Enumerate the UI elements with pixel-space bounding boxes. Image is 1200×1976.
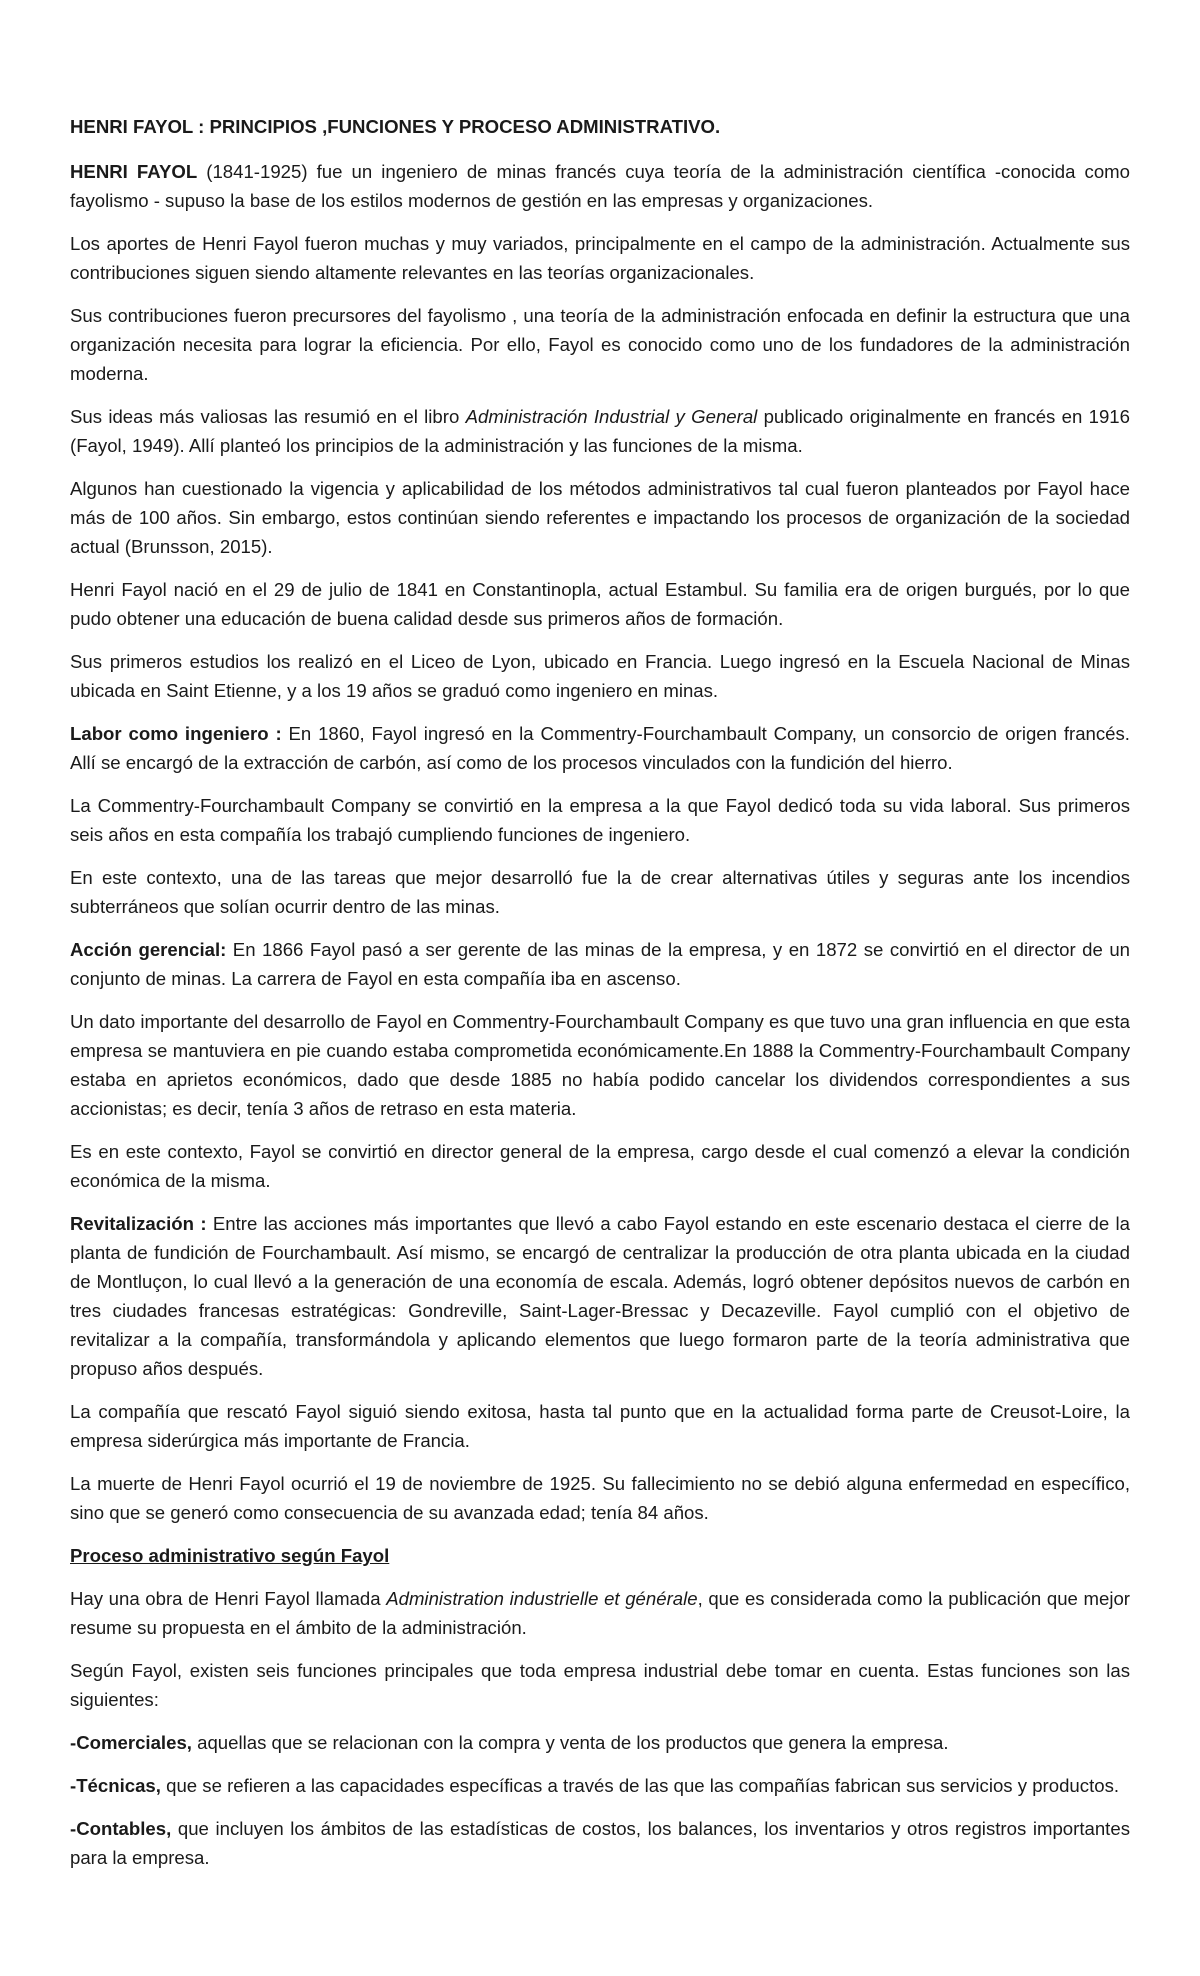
document-page	[70, 112, 1130, 1886]
paragraph-director: Es en este contexto, Fayol se convirtió en director general de la empresa, cargo desde el cual comenzó a elevar la condición económica de la misma.	[70, 1141, 1130, 1191]
labor-text: En 1860, Fayol ingresó en la Commentry-Fourchambault Company, un consorcio de origen francés. Allí se encargó de la extracción de carbón, así como de los procesos vinculados con la fundición del hierro.	[70, 723, 1130, 773]
paragraph-labor	[70, 719, 1130, 777]
paragraph-contribuciones: Sus contribuciones fueron precursores del fayolismo , una teoría de la administración enfocada en definir la estructura que una organización necesita para lograr la eficiencia. Por ello, Fayol es conocido como uno de los fundadores de la administración moderna.	[70, 305, 1130, 384]
list-item-contables	[70, 1814, 1130, 1872]
ideas-text-after: publicado originalmente en francés en 1916 (Fayol, 1949). Allí planteó los principios de la administración y las funciones de la misma.	[70, 406, 1130, 456]
funcion-label: -Contables,	[70, 1818, 172, 1839]
paragraph-dato: Un dato importante del desarrollo de Fayol en Commentry-Fourchambault Company es que tuvo una gran influencia en que esta empresa se mantuviera en pie cuando estaba comprometida económicamente.En 1888 la Commentry-Fourchambault Company estaba en aprietos económicos, dado que desde 1885 no había podido cancelar los dividendos correspondientes a sus accionistas; es decir, tenía 3 años de retraso en esta materia.	[70, 1011, 1130, 1119]
funcion-text: que se refieren a las capacidades específicas a través de las que las compañías fabrican sus servicios y productos.	[160, 1775, 1120, 1796]
paragraph-accion	[70, 935, 1130, 993]
revitalizacion-text: Entre las acciones más importantes que llevó a cabo Fayol estando en este escenario destaca el cierre de la planta de fundición de Fourchambault. Así mismo, se encargó de centralizar la producción de otra planta ubicada en la ciudad de Montluçon, lo cual llevó a la generación de una economía de escala. Además, logró obtener depósitos nuevos de carbón en tres ciudades francesas estratégicas: Gondreville, Saint-Lager-Bressac y Decazeville. Fayol cumplió con el objetivo de revitalizar a la compañía, transformándola y aplicando elementos que luego formaron parte de la teoría administrativa que propuso años después.	[70, 1213, 1130, 1379]
book-title-italic: Administración Industrial y General	[465, 406, 758, 427]
paragraph-incendios: En este contexto, una de las tareas que mejor desarrolló fue la de crear alternativas útiles y seguras ante los incendios subterráneos que solían ocurrir dentro de las minas.	[70, 867, 1130, 917]
paragraph-aportes: Los aportes de Henri Fayol fueron muchas y muy variados, principalmente en el campo de la administración. Actualmente sus contribuciones siguen siendo altamente relevantes en las teorías organizacionales.	[70, 233, 1130, 283]
paragraph-revitalizacion	[70, 1209, 1130, 1383]
list-item-tecnicas	[70, 1771, 1130, 1800]
accion-text: En 1866 Fayol pasó a ser gerente de las minas de la empresa, y en 1872 se convirtió en el director de un conjunto de minas. La carrera de Fayol en esta compañía iba en ascenso.	[70, 939, 1131, 989]
section-heading: Proceso administrativo según Fayol	[70, 1545, 390, 1566]
obra-text-after: , que es considerada como la publicación que mejor resume su propuesta en el ámbito de la administración.	[70, 1588, 1130, 1638]
paragraph-obra	[70, 1584, 1130, 1642]
obra-text-before: Hay una obra de Henri Fayol llamada	[70, 1588, 387, 1609]
paragraph-seis-funciones: Según Fayol, existen seis funciones principales que toda empresa industrial debe tomar en cuenta. Estas funciones son las siguientes:	[70, 1660, 1130, 1710]
paragraph-estudios: Sus primeros estudios los realizó en el Liceo de Lyon, ubicado en Francia. Luego ingresó en la Escuela Nacional de Minas ubicada en Saint Etienne, y a los 19 años se graduó como ingeniero en minas.	[70, 651, 1130, 701]
document-title: HENRI FAYOL : PRINCIPIOS ,FUNCIONES Y PROCESO ADMINISTRATIVO.	[70, 116, 721, 137]
revitalizacion-heading-bold: Revitalización :	[70, 1213, 207, 1234]
ideas-text-before: Sus ideas más valiosas las resumió en el libro	[70, 406, 466, 427]
paragraph-ideas	[70, 402, 1130, 460]
accion-heading-bold: Acción gerencial:	[70, 939, 227, 960]
funcion-label: -Técnicas,	[70, 1775, 161, 1796]
paragraph-vigencia: Algunos han cuestionado la vigencia y aplicabilidad de los métodos administrativos tal cual fueron planteados por Fayol hace más de 100 años. Sin embargo, estos continúan siendo referentes e impactando los procesos de organización de la sociedad actual (Brunsson, 2015).	[70, 478, 1130, 557]
intro-bold-name: HENRI FAYOL	[70, 161, 198, 182]
funcion-text: aquellas que se relacionan con la compra y venta de los productos que genera la empresa.	[191, 1732, 949, 1753]
labor-heading-bold: Labor como ingeniero :	[70, 723, 282, 744]
funcion-text: que incluyen los ámbitos de las estadísticas de costos, los balances, los inventarios y otros registros importantes para la empresa.	[70, 1818, 1130, 1868]
paragraph-empresa: La Commentry-Fourchambault Company se convirtió en la empresa a la que Fayol dedicó toda su vida laboral. Sus primeros seis años en esta compañía los trabajó cumpliendo funciones de ingeniero.	[70, 795, 1130, 845]
paragraph-rescato: La compañía que rescató Fayol siguió siendo exitosa, hasta tal punto que en la actualidad forma parte de Creusot-Loire, la empresa siderúrgica más importante de Francia.	[70, 1401, 1130, 1451]
paragraph-intro	[70, 157, 1130, 215]
obra-title-italic: Administration industrielle et générale	[386, 1588, 698, 1609]
paragraph-muerte: La muerte de Henri Fayol ocurrió el 19 de noviembre de 1925. Su fallecimiento no se debió alguna enfermedad en específico, sino que se generó como consecuencia de su avanzada edad; tenía 84 años.	[70, 1473, 1130, 1523]
list-item-comerciales	[70, 1728, 1130, 1757]
paragraph-nacimiento: Henri Fayol nació en el 29 de julio de 1841 en Constantinopla, actual Estambul. Su familia era de origen burgués, por lo que pudo obtener una educación de buena calidad desde sus primeros años de formación.	[70, 579, 1130, 629]
intro-text: (1841-1925) fue un ingeniero de minas francés cuya teoría de la administración científica -conocida como fayolismo - supuso la base de los estilos modernos de gestión en las empresas y organizaciones.	[70, 161, 1130, 211]
funcion-label: -Comerciales,	[70, 1732, 192, 1753]
